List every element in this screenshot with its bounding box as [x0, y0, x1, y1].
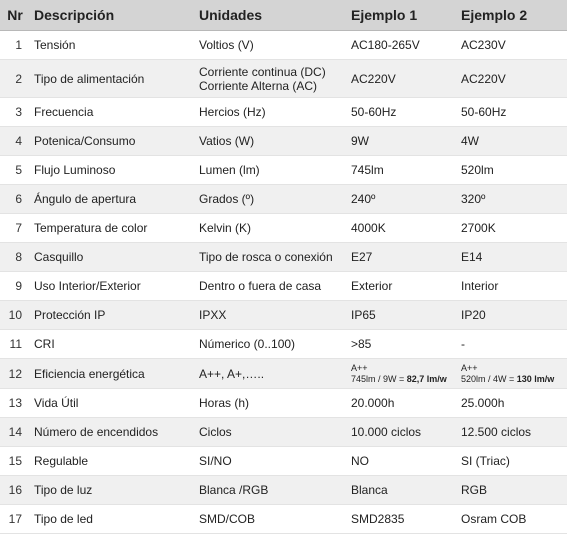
table-row: [0, 505, 567, 534]
row-ejemplo-2: SI (Triac): [457, 447, 567, 476]
table-row: [0, 127, 567, 156]
row-ejemplo-1: Blanca: [347, 476, 457, 505]
table-row: [0, 214, 567, 243]
efficiency-formula: 520lm / 4W =: [461, 373, 517, 384]
unidades-line: Corriente Alterna (AC): [199, 78, 318, 93]
row-unidades: Kelvin (K): [195, 214, 347, 243]
row-number: 15: [0, 447, 30, 476]
row-ejemplo-2: RGB: [457, 476, 567, 505]
row-unidades: [195, 60, 347, 98]
table-row: [0, 447, 567, 476]
row-descripcion: Vida Útil: [30, 389, 195, 418]
row-unidades: Voltios (V): [195, 31, 347, 60]
row-descripcion: Flujo Luminoso: [30, 156, 195, 185]
row-unidades: Blanca /RGB: [195, 476, 347, 505]
header-descripcion: Descripción: [30, 0, 195, 31]
efficiency-calculation: [461, 374, 563, 385]
row-descripcion: Regulable: [30, 447, 195, 476]
row-ejemplo-1: IP65: [347, 301, 457, 330]
row-descripcion: Tensión: [30, 31, 195, 60]
row-ejemplo-1: SMD2835: [347, 505, 457, 534]
row-ejemplo-2: 12.500 ciclos: [457, 418, 567, 447]
row-ejemplo-2: Interior: [457, 272, 567, 301]
row-unidades: Grados (º): [195, 185, 347, 214]
row-ejemplo-1: 10.000 ciclos: [347, 418, 457, 447]
row-descripcion: Tipo de led: [30, 505, 195, 534]
row-unidades: Lumen (lm): [195, 156, 347, 185]
table-row: [0, 31, 567, 60]
header-ejemplo-2: Ejemplo 2: [457, 0, 567, 31]
table-row: [0, 98, 567, 127]
row-ejemplo-2: -: [457, 330, 567, 359]
row-descripcion: Número de encendidos: [30, 418, 195, 447]
row-number: 14: [0, 418, 30, 447]
efficiency-formula: 745lm / 9W =: [351, 373, 407, 384]
efficiency-calculation: [351, 374, 453, 385]
row-number: 3: [0, 98, 30, 127]
row-unidades: IPXX: [195, 301, 347, 330]
row-number: 10: [0, 301, 30, 330]
row-ejemplo-1: 745lm: [347, 156, 457, 185]
row-ejemplo-2: AC220V: [457, 60, 567, 98]
row-unidades: Dentro o fuera de casa: [195, 272, 347, 301]
row-number: 2: [0, 60, 30, 98]
table-header: [0, 0, 567, 31]
row-descripcion: Temperatura de color: [30, 214, 195, 243]
row-ejemplo-2: 4W: [457, 127, 567, 156]
row-ejemplo-1: 50-60Hz: [347, 98, 457, 127]
row-ejemplo-1: [347, 359, 457, 389]
row-unidades: Hercios (Hz): [195, 98, 347, 127]
row-number: 17: [0, 505, 30, 534]
efficiency-result: 82,7 lm/w: [406, 373, 447, 384]
row-unidades: Númerico (0..100): [195, 330, 347, 359]
row-descripcion: Frecuencia: [30, 98, 195, 127]
row-descripcion: Potenica/Consumo: [30, 127, 195, 156]
row-unidades: Ciclos: [195, 418, 347, 447]
row-ejemplo-2: 520lm: [457, 156, 567, 185]
table-row: [0, 272, 567, 301]
row-ejemplo-2: 320º: [457, 185, 567, 214]
row-unidades: Tipo de rosca o conexión: [195, 243, 347, 272]
table-row: [0, 418, 567, 447]
row-ejemplo-1: AC180-265V: [347, 31, 457, 60]
row-unidades: A++, A+,…..: [195, 359, 347, 389]
row-unidades: Vatios (W): [195, 127, 347, 156]
row-ejemplo-1: 20.000h: [347, 389, 457, 418]
row-number: 6: [0, 185, 30, 214]
table-row: [0, 359, 567, 389]
row-number: 4: [0, 127, 30, 156]
row-ejemplo-2: Osram COB: [457, 505, 567, 534]
row-ejemplo-1: AC220V: [347, 60, 457, 98]
row-descripcion: Eficiencia energética: [30, 359, 195, 389]
table-row: [0, 389, 567, 418]
table-row: [0, 476, 567, 505]
row-descripcion: Protección IP: [30, 301, 195, 330]
header-row: [0, 0, 567, 31]
row-unidades: SMD/COB: [195, 505, 347, 534]
row-descripcion: Uso Interior/Exterior: [30, 272, 195, 301]
table-body: [0, 31, 567, 534]
row-descripcion: CRI: [30, 330, 195, 359]
row-number: 1: [0, 31, 30, 60]
row-ejemplo-1: E27: [347, 243, 457, 272]
row-number: 5: [0, 156, 30, 185]
row-ejemplo-2: 2700K: [457, 214, 567, 243]
header-unidades: Unidades: [195, 0, 347, 31]
table-row: [0, 60, 567, 98]
row-ejemplo-1: >85: [347, 330, 457, 359]
row-number: 11: [0, 330, 30, 359]
row-ejemplo-2: E14: [457, 243, 567, 272]
row-number: 7: [0, 214, 30, 243]
header-nr: Nr: [0, 0, 30, 31]
table-row: [0, 243, 567, 272]
table-row: [0, 185, 567, 214]
row-descripcion: Casquillo: [30, 243, 195, 272]
row-ejemplo-1: 4000K: [347, 214, 457, 243]
table-row: [0, 330, 567, 359]
efficiency-rating: A++: [461, 362, 478, 373]
row-ejemplo-2: IP20: [457, 301, 567, 330]
row-ejemplo-2: [457, 359, 567, 389]
efficiency-rating: A++: [351, 362, 368, 373]
header-ejemplo-1: Ejemplo 1: [347, 0, 457, 31]
row-number: 8: [0, 243, 30, 272]
row-descripcion: Tipo de alimentación: [30, 60, 195, 98]
row-descripcion: Ángulo de apertura: [30, 185, 195, 214]
row-ejemplo-2: 50-60Hz: [457, 98, 567, 127]
row-number: 12: [0, 359, 30, 389]
row-ejemplo-1: Exterior: [347, 272, 457, 301]
row-ejemplo-2: 25.000h: [457, 389, 567, 418]
row-unidades: Horas (h): [195, 389, 347, 418]
table-row: [0, 156, 567, 185]
row-number: 13: [0, 389, 30, 418]
row-ejemplo-1: 9W: [347, 127, 457, 156]
row-ejemplo-2: AC230V: [457, 31, 567, 60]
row-ejemplo-1: 240º: [347, 185, 457, 214]
row-number: 16: [0, 476, 30, 505]
row-unidades: SI/NO: [195, 447, 347, 476]
efficiency-result: 130 lm/w: [516, 373, 555, 384]
unidades-line: Corriente continua (DC): [199, 64, 326, 79]
row-ejemplo-1: NO: [347, 447, 457, 476]
row-number: 9: [0, 272, 30, 301]
row-descripcion: Tipo de luz: [30, 476, 195, 505]
table-row: [0, 301, 567, 330]
